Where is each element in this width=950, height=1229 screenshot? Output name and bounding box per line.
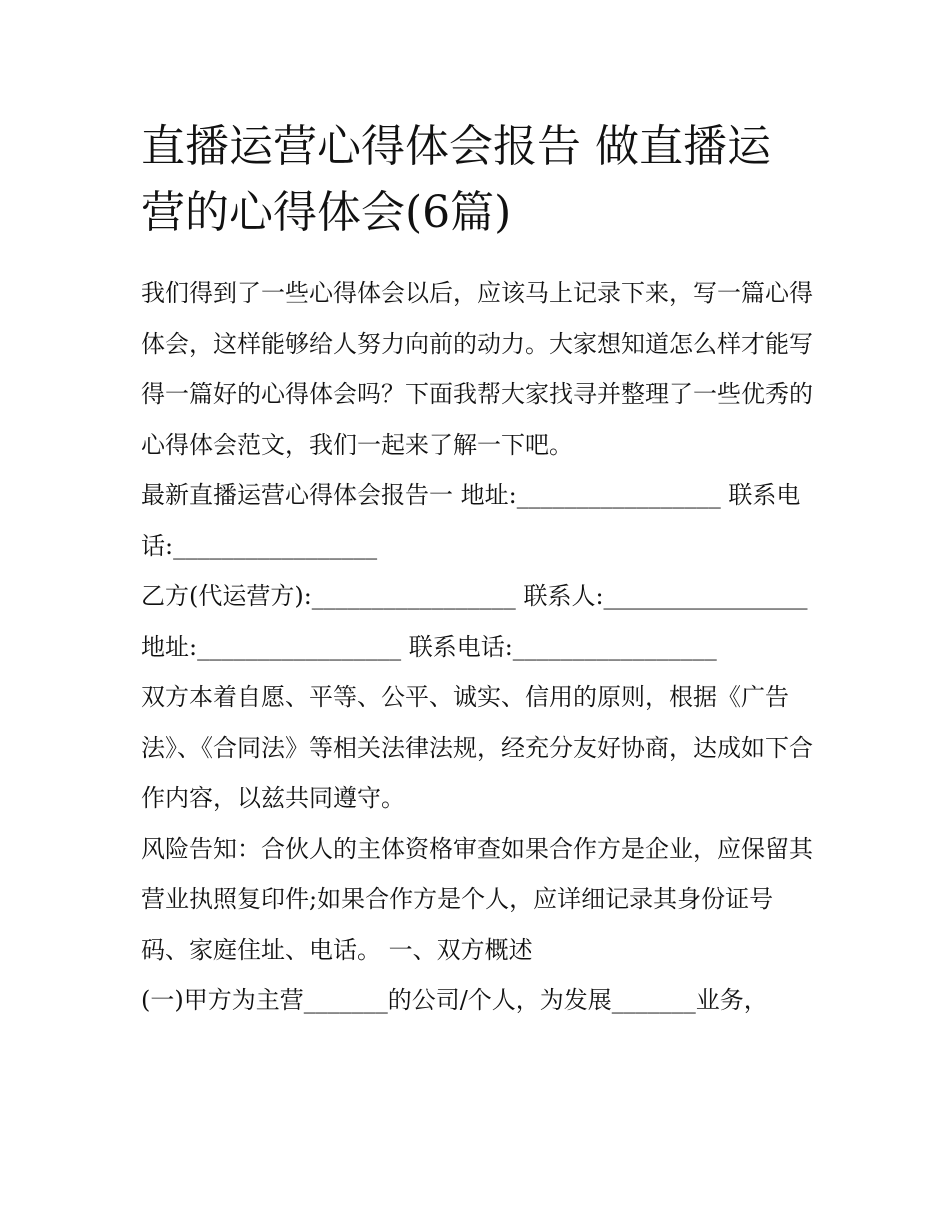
party-a-overview-paragraph: (一)甲方为主营_______的公司/个人，为发展_______业务，	[141, 986, 768, 1014]
principles-paragraph: 双方本着自愿、平等、公平、诚实、信用的原则，根据《广告法》、《合同法》等相关法律法规，经充分友好协商，达成如下合作内容，以兹共同遵守。	[141, 683, 813, 812]
document-body	[141, 114, 813, 1026]
risk-notice-paragraph: 风险告知：合伙人的主体资格审查如果合作方是企业，应保留其营业执照复印件;如果合作方是个人，应详细记录其身份证号码、家庭住址、电话。 一、双方概述	[141, 834, 813, 964]
party-a-contact-paragraph: 最新直播运营心得体会报告一 地址:_________________ 联系电话:_________________	[141, 481, 801, 560]
document-title: 直播运营心得体会报告 做直播运营的心得体会(6篇)	[141, 121, 771, 238]
intro-paragraph: 我们得到了一些心得体会以后，应该马上记录下来，写一篇心得体会，这样能够给人努力向前的动力。大家想知道怎么样才能写得一篇好的心得体会吗？下面我帮大家找寻并整理了一些优秀的心得体会范文，我们一起来了解一下吧。	[141, 279, 813, 459]
party-b-contact-paragraph: 乙方(代运营方):_________________ 联系人:_________________	[141, 582, 808, 610]
party-b-address-paragraph: 地址:_________________ 联系电话:_________________	[141, 632, 717, 661]
